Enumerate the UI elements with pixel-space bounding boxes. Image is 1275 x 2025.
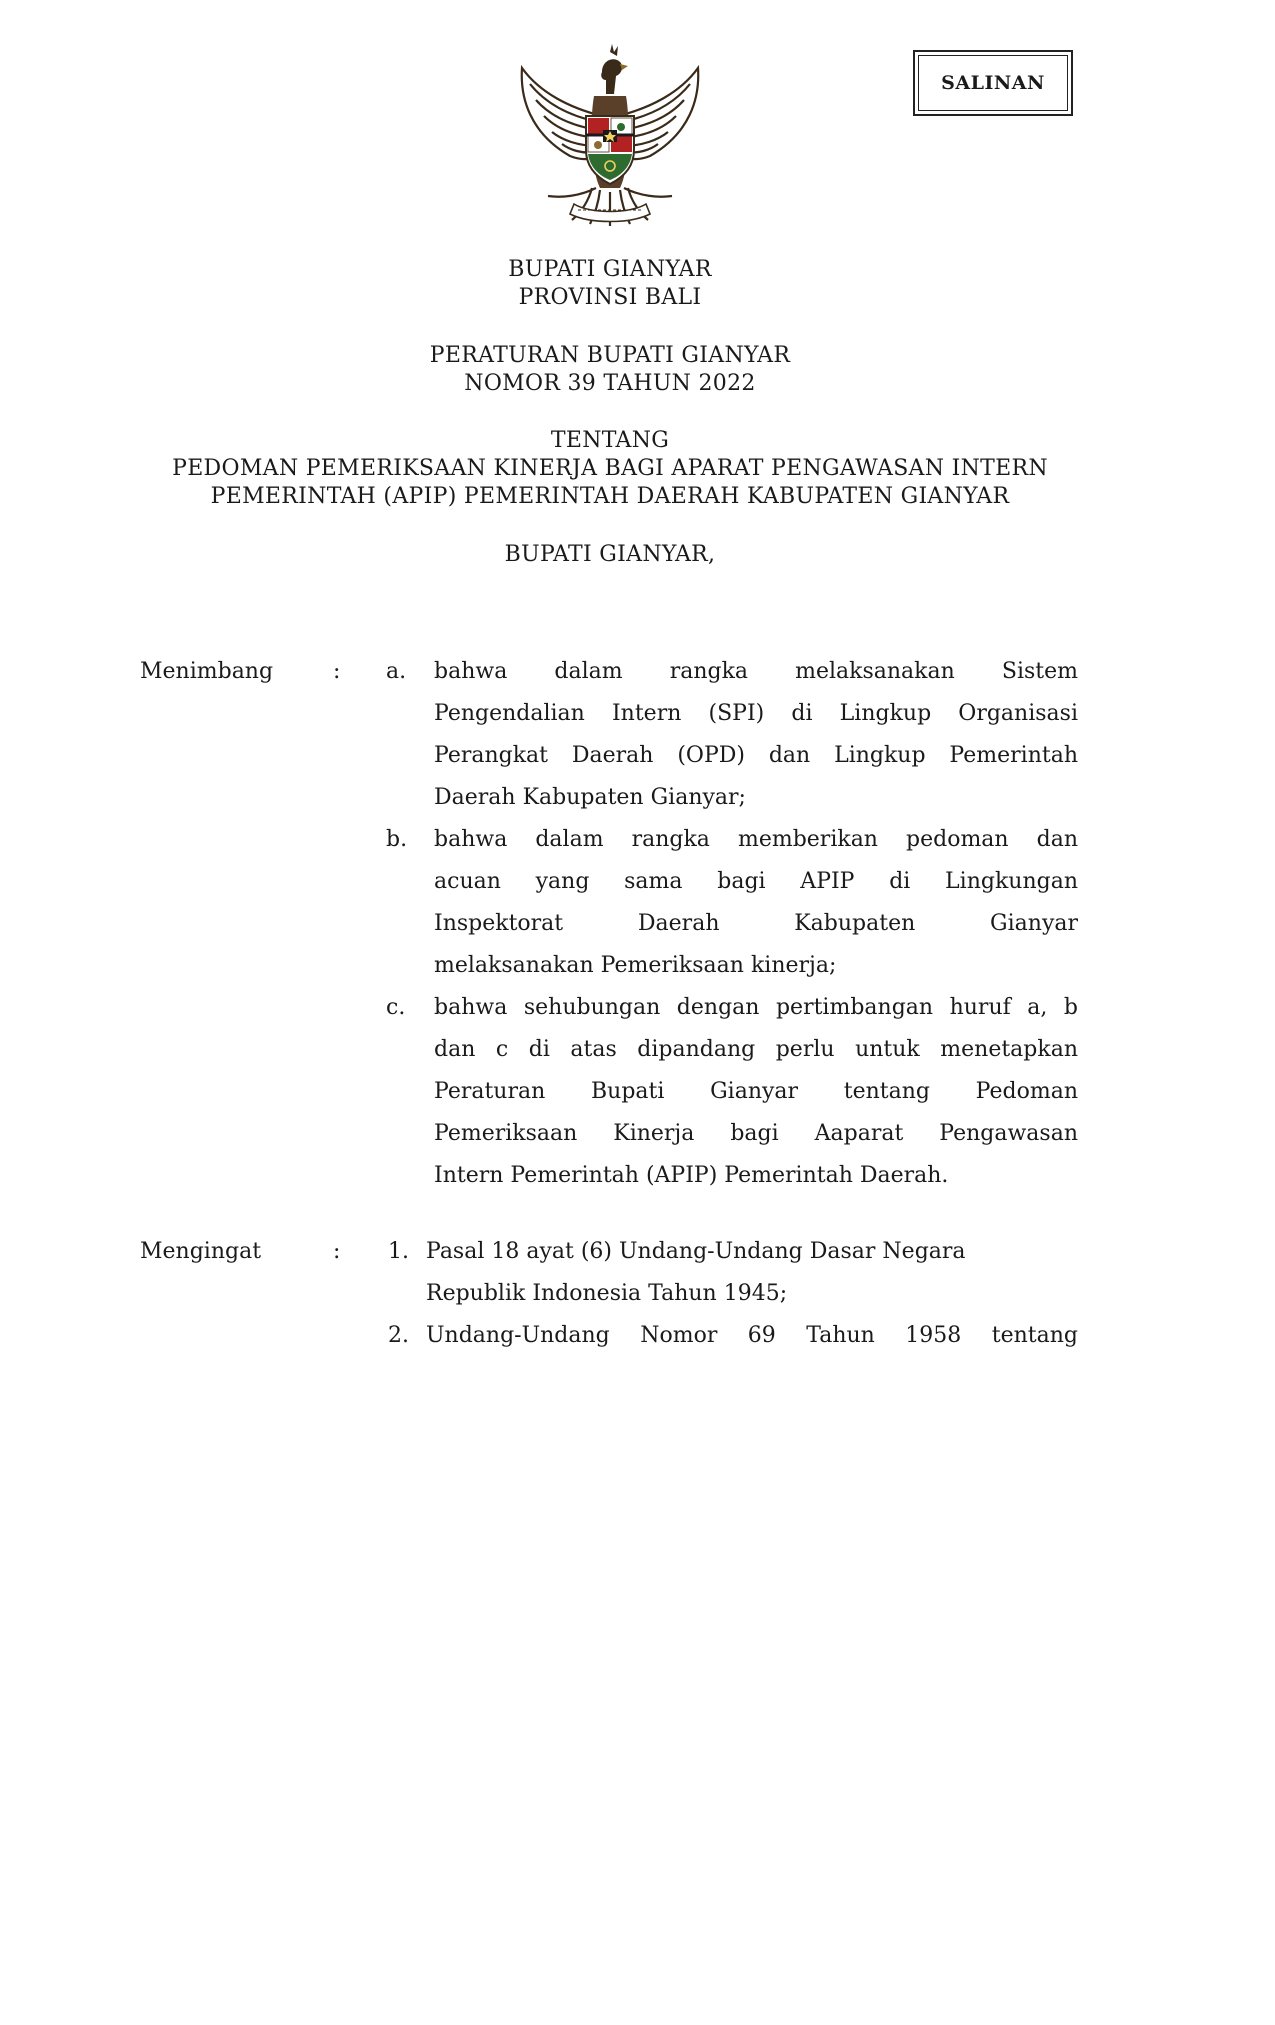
menimbang-b-line: acuan yang sama bagi APIP di Lingkungan — [434, 869, 1078, 894]
menimbang-colon: : — [333, 659, 341, 684]
subject-line-1: PEDOMAN PEMERIKSAAN KINERJA BAGI APARAT PENGAWASAN INTERN — [172, 456, 1048, 481]
menimbang-c-line: Pemeriksaan Kinerja bagi Aaparat Pengawasan — [434, 1121, 1078, 1146]
menimbang-c-line: Peraturan Bupati Gianyar tentang Pedoman — [434, 1079, 1078, 1104]
menimbang-b-line: Inspektorat Daerah Kabupaten Gianyar — [434, 911, 1078, 936]
shield-icon — [586, 116, 634, 184]
menimbang-a-line: bahwa dalam rangka melaksanakan Sistem — [434, 659, 1078, 684]
menimbang-a-line: Daerah Kabupaten Gianyar; — [434, 785, 746, 810]
regulation-title: PERATURAN BUPATI GIANYAR — [429, 343, 791, 368]
menimbang-a-line: Pengendalian Intern (SPI) di Lingkup Organisasi — [434, 701, 1078, 726]
menimbang-label: Menimbang — [140, 659, 274, 684]
mengingat-1-line: Pasal 18 ayat (6) Undang-Undang Dasar Negara — [426, 1239, 966, 1264]
office-title: BUPATI GIANYAR — [508, 257, 712, 282]
subject-line-2: PEMERINTAH (APIP) PEMERINTAH DAERAH KABUPATEN GIANYAR — [210, 484, 1010, 509]
province-title: PROVINSI BALI — [518, 285, 702, 310]
garuda-emblem-graphic — [510, 38, 710, 238]
menimbang-c-line: bahwa sehubungan dengan pertimbangan huruf a, b — [434, 995, 1078, 1020]
authority-heading: BUPATI GIANYAR, — [504, 542, 716, 567]
menimbang-b-line: melaksanakan Pemeriksaan kinerja; — [434, 953, 837, 978]
salinan-stamp-text: SALINAN — [941, 72, 1045, 94]
salinan-stamp — [913, 50, 1073, 116]
menimbang-marker-a: a. — [386, 659, 407, 684]
garuda-emblem — [510, 38, 710, 238]
menimbang-marker-c: c. — [386, 995, 406, 1020]
menimbang-c-line: dan c di atas dipandang perlu untuk menetapkan — [434, 1037, 1078, 1062]
menimbang-marker-b: b. — [386, 827, 408, 852]
mengingat-2-line: Undang-Undang Nomor 69 Tahun 1958 tentang — [426, 1323, 1078, 1348]
about-label: TENTANG — [550, 428, 670, 453]
regulation-number: NOMOR 39 TAHUN 2022 — [464, 371, 756, 396]
menimbang-a-line: Perangkat Daerah (OPD) dan Lingkup Pemerintah — [434, 743, 1078, 768]
mengingat-label: Mengingat — [140, 1239, 262, 1264]
mengingat-colon: : — [333, 1239, 341, 1264]
salinan-stamp-inner — [918, 55, 1068, 111]
menimbang-c-line: Intern Pemerintah (APIP) Pemerintah Daerah. — [434, 1163, 949, 1188]
mengingat-1-line: Republik Indonesia Tahun 1945; — [426, 1281, 788, 1306]
menimbang-b-line: bahwa dalam rangka memberikan pedoman dan — [434, 827, 1078, 852]
mengingat-marker-2: 2. — [388, 1323, 409, 1348]
mengingat-marker-1: 1. — [388, 1239, 409, 1264]
